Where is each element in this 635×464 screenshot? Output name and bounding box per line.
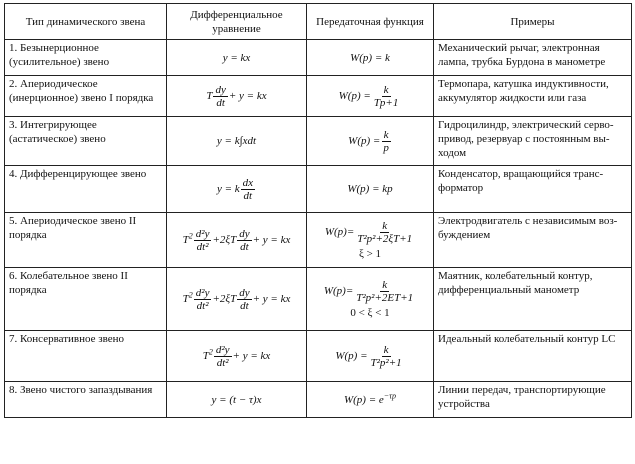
condition-note: ξ > 1 bbox=[358, 247, 382, 260]
transfer-function: W(p) = $\frac{k}{Tp+1}$ bbox=[307, 76, 434, 117]
table-row bbox=[5, 166, 632, 213]
link-type: 6. Колебательное звено II порядка bbox=[5, 268, 167, 331]
examples: Электродвигатель с независимым воз-буждением bbox=[434, 213, 632, 268]
examples: Идеальный колебательный контур LC bbox=[434, 331, 632, 382]
diff-equation: $T^2$ $\frac{\text{d²y}}{\text{dt²}}$ + y = kx bbox=[167, 331, 307, 382]
diff-equation: T $\frac{dy}{dt}$ + y = kx bbox=[167, 76, 307, 117]
examples: Линии передач, транспортирующие устройства bbox=[434, 382, 632, 418]
diff-equation: y = kx bbox=[167, 40, 307, 76]
link-type: 4. Дифференцирующее звено bbox=[5, 166, 167, 213]
examples: Гидроцилиндр, электрический серво-привод, резервуар с постоянным вы-ходом bbox=[434, 117, 632, 166]
diff-equation: y = (t − τ)x bbox=[167, 382, 307, 418]
header-transfer-function: Передаточная функция bbox=[307, 4, 434, 40]
link-type: 1. Безынерционное (усилительное) звено bbox=[5, 40, 167, 76]
transfer-function: W(p)= $\frac{k}{\text{T²p²+2ξT+1}}$ ξ > 1 bbox=[307, 213, 434, 268]
examples: Маятник, колебательный контур, дифференциальный манометр bbox=[434, 268, 632, 331]
transfer-function: W(p) = $\frac{k}{p}$ bbox=[307, 117, 434, 166]
transfer-function: W(p)= $\frac{k}{\text{T²p²+2ET+1}}$ 0 < ξ < 1 bbox=[307, 268, 434, 331]
link-type: 3. Интегрирующее (астатическое) звено bbox=[5, 117, 167, 166]
diff-equation: y = k $\frac{dx}{dt}$ bbox=[167, 166, 307, 213]
header-row bbox=[5, 4, 632, 40]
transfer-function: W(p) = $\frac{k}{\text{T²p²+1}}$ bbox=[307, 331, 434, 382]
table-row bbox=[5, 213, 632, 268]
header-examples: Примеры bbox=[434, 4, 632, 40]
table-row bbox=[5, 117, 632, 166]
link-type: 5. Апериодическое звено II порядка bbox=[5, 213, 167, 268]
examples: Конденсатор, вращающийся транс-форматор bbox=[434, 166, 632, 213]
dynamic-links-table bbox=[4, 3, 632, 418]
table-row bbox=[5, 382, 632, 418]
transfer-function: W(p) = kp bbox=[307, 166, 434, 213]
transfer-function: W(p) = k bbox=[307, 40, 434, 76]
table-row bbox=[5, 331, 632, 382]
diff-equation: y = k∫xdt bbox=[167, 117, 307, 166]
link-type: 7. Консервативное звено bbox=[5, 331, 167, 382]
diff-equation: $T^2$ $\frac{\text{d²y}}{\text{dt²}}$ +2ξT $\frac{dy}{dt}$ + y = kx bbox=[167, 268, 307, 331]
table-row bbox=[5, 76, 632, 117]
transfer-function: $W(p) = e^{-\tau p}$ bbox=[307, 382, 434, 418]
link-type: 8. Звено чистого запаздывания bbox=[5, 382, 167, 418]
examples: Механический рычаг, электронная лампа, трубка Бурдона в манометре bbox=[434, 40, 632, 76]
examples: Термопара, катушка индуктивности, аккумулятор жидкости или газа bbox=[434, 76, 632, 117]
header-type: Тип динамического звена bbox=[5, 4, 167, 40]
header-equation: Дифференциальное уравнение bbox=[167, 4, 307, 40]
link-type: 2. Апериодическое (инерционное) звено I порядка bbox=[5, 76, 167, 117]
diff-equation: $T^2$ $\frac{\text{d²y}}{\text{dt²}}$ +2ξT $\frac{dy}{dt}$ + y = kx bbox=[167, 213, 307, 268]
condition-note: 0 < ξ < 1 bbox=[350, 306, 390, 319]
table-row bbox=[5, 40, 632, 76]
table-row bbox=[5, 268, 632, 331]
